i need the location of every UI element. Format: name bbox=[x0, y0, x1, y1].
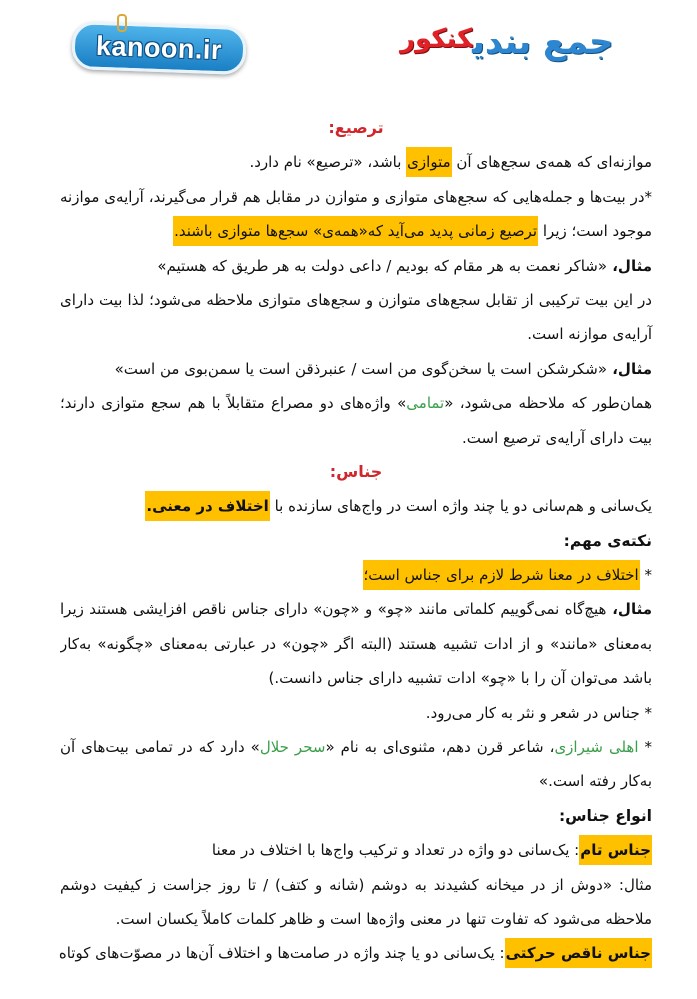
text-line bbox=[60, 111, 652, 145]
text-line bbox=[60, 902, 652, 936]
text-line bbox=[60, 214, 652, 248]
text-run: «شاکر نعمت به هر مقام که بودیم / داعی دولت به هر طریق که هستیم» bbox=[157, 256, 608, 275]
kanoon-logo[interactable] bbox=[71, 21, 247, 75]
text-run: * bbox=[639, 566, 652, 585]
highlighted-bold-text: جناس ناقص حرکتی bbox=[505, 938, 652, 968]
text-line bbox=[60, 661, 652, 695]
brand-logo-part2: کنکور bbox=[400, 24, 473, 54]
text-line bbox=[60, 799, 652, 833]
text-run: باشد می‌توان آن را با «چو» ادات تشبیه دارای جناس دانست.) bbox=[268, 669, 652, 688]
brand-logo bbox=[400, 22, 614, 62]
text-run: ملاحظه می‌شود که تفاوت تنها در معنی واژه‌ها است و ظاهر کلمات کاملاً یکسان است. bbox=[115, 909, 652, 928]
text-line bbox=[60, 386, 652, 420]
text-line bbox=[60, 489, 652, 523]
text-run: آرایه‌ی موازنه است. bbox=[527, 325, 652, 344]
text-line bbox=[60, 627, 652, 661]
text-line bbox=[60, 352, 652, 386]
green-text: اهلی شیرازی bbox=[554, 738, 639, 757]
text-run: بیت دارای آرایه‌ی ترصیع است. bbox=[462, 428, 652, 447]
document-body bbox=[60, 111, 652, 971]
text-line bbox=[60, 455, 652, 489]
text-line bbox=[60, 764, 652, 798]
subheading: انواع جناس: bbox=[558, 806, 652, 825]
kanoon-logo-text: kanoon.ir bbox=[95, 30, 223, 65]
highlighted-bold-text: جناس تام bbox=[579, 835, 652, 865]
text-run: به‌کار رفته است.» bbox=[538, 772, 652, 791]
highlighted-text: متوازی bbox=[406, 147, 451, 177]
green-text: سحر حلال bbox=[259, 738, 326, 757]
text-run: مثال: «دوش از در میخانه کشیدند به دوشم (شانه و کتف) / تا روز جزاست ز کیفیت دوشم bbox=[60, 875, 652, 894]
text-line bbox=[60, 592, 652, 626]
text-run: : یک‌سانی دو واژه در تعداد و ترکیب واج‌ها با اختلاف در معنا bbox=[211, 841, 580, 860]
text-run: موازنه‌ای که همه‌ی سجع‌های آن bbox=[451, 153, 652, 172]
text-run: باشد، «ترصیع» نام دارد. bbox=[249, 153, 407, 172]
section-title: جناس: bbox=[329, 461, 383, 481]
text-line bbox=[60, 868, 652, 902]
text-run: * جناس در شعر و نثر به کار می‌رود. bbox=[425, 703, 652, 722]
subheading: نکته‌ی مهم: bbox=[563, 531, 652, 550]
text-run: در این بیت ترکیبی از تقابل سجع‌های متوازن و سجع‌های متوازی ملاحظه می‌شود؛ لذا بیت دارای bbox=[60, 290, 652, 309]
text-line bbox=[60, 696, 652, 730]
text-line bbox=[60, 317, 652, 351]
highlighted-text: اختلاف در معنا شرط لازم برای جناس است؛ bbox=[363, 560, 640, 590]
text-run: » دارد که در تمامی بیت‌های آن bbox=[60, 738, 260, 757]
bold-label: مثال، bbox=[607, 256, 652, 275]
section-title: ترصیع: bbox=[328, 118, 384, 137]
text-line bbox=[60, 283, 652, 317]
text-run: هیچ‌گاه نمی‌گوییم کلماتی مانند «چو» و «چون» دارای جناس ناقص افزایشی هستند زیرا bbox=[60, 600, 607, 619]
text-run: ، شاعر قرن دهم، مثنوی‌ای به نام « bbox=[325, 738, 555, 757]
text-line bbox=[60, 421, 652, 455]
text-run: *در بیت‌ها و جمله‌هایی که سجع‌های متوازی و متوازن در مقابل هم قرار می‌گیرند، آرایه‌ی موازنه bbox=[60, 187, 652, 206]
text-run: همان‌طور که ملاحظه می‌شود، « bbox=[444, 394, 652, 413]
text-line bbox=[60, 145, 652, 179]
text-run: * bbox=[638, 738, 652, 757]
text-line bbox=[60, 936, 652, 970]
text-run: موجود است؛ زیرا bbox=[538, 222, 652, 241]
text-run: : یک‌سانی دو یا چند واژه در صامت‌ها و اختلاف آن‌ها در مصوّت‌های کوتاه bbox=[58, 944, 505, 963]
paperclip-icon bbox=[117, 14, 127, 32]
text-line bbox=[60, 558, 652, 592]
text-run: به‌معنای «مانند» و از ادات تشبیه هستند (البته اگر «چون» در عبارتی به‌معنای «چگونه» به‌کار bbox=[60, 634, 652, 653]
bold-label: مثال، bbox=[607, 359, 652, 378]
highlighted-text: ترصیع زمانی پدید می‌آید که«همه‌ی» سجع‌ها متوازی باشند. bbox=[173, 216, 538, 246]
text-run: یک‌سانی و هم‌سانی دو یا چند واژه است در واج‌های سازنده با bbox=[269, 497, 652, 516]
page-header bbox=[0, 0, 697, 100]
text-line bbox=[60, 524, 652, 558]
text-run: » واژه‌های دو مصراع متقابلاً با هم سجع متوازی دارند؛ bbox=[60, 394, 407, 413]
brand-logo-part1: جمع بندی bbox=[472, 22, 614, 62]
highlighted-bold-text: اختلاف در معنی. bbox=[145, 491, 269, 521]
text-line bbox=[60, 180, 652, 214]
bold-label: مثال، bbox=[606, 600, 652, 619]
text-line bbox=[60, 249, 652, 283]
text-line bbox=[60, 730, 652, 764]
text-run: «شکرشکن است یا سخن‌گوی من است / عنبرذقن است یا سمن‌بوی من است» bbox=[114, 359, 608, 378]
text-line bbox=[60, 833, 652, 867]
green-text: تمامی bbox=[406, 394, 445, 413]
